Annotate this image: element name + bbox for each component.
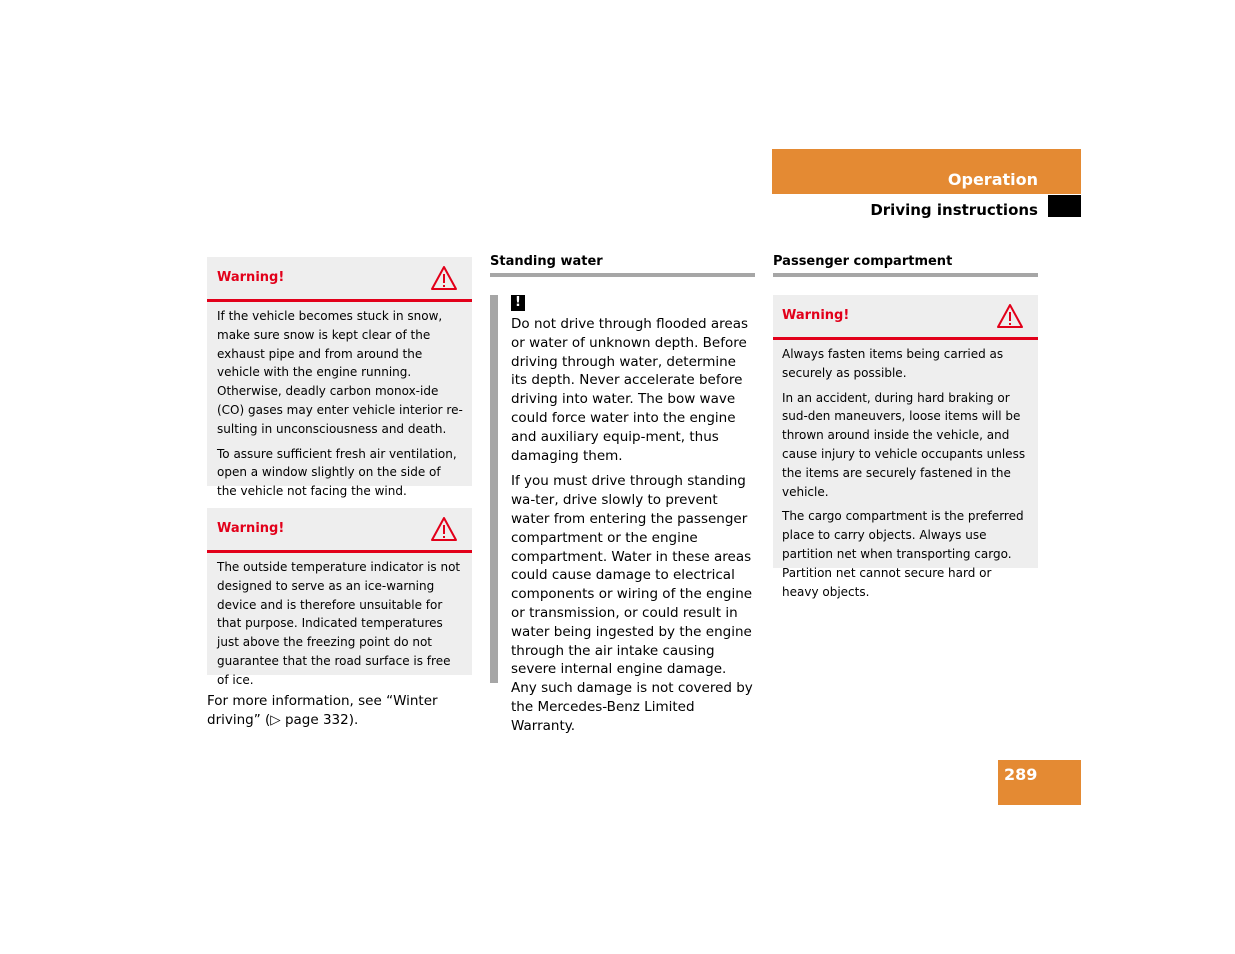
warning-box-snow bbox=[207, 257, 472, 499]
note-paragraph: Do not drive through flooded areas or water of unknown depth. Before driving through water, determine its depth. Never accelerate before driving into water. The bow wave could force water into the engine and auxiliary equip-ment, thus damaging them. bbox=[511, 316, 749, 464]
warning-triangle-icon bbox=[430, 265, 458, 291]
subsection-title: Driving instructions bbox=[870, 201, 1038, 219]
page-number: 289 bbox=[1004, 765, 1038, 784]
standing-water-heading: Standing water bbox=[490, 254, 755, 277]
warning-title: Warning! bbox=[217, 270, 285, 285]
note-content bbox=[511, 295, 755, 743]
warning-paragraph: In an accident, during hard braking or sud-den maneuvers, loose items will be thrown around inside the vehicle, and cause injury to vehicle occupants unless the items are securely fastened in the vehicle. bbox=[782, 390, 1026, 499]
note-side-bar bbox=[490, 295, 498, 683]
warning-triangle-icon bbox=[430, 516, 458, 542]
warning-header bbox=[207, 257, 472, 302]
warning-paragraph: Always fasten items being carried as securely as possible. bbox=[782, 347, 1004, 380]
warning-body bbox=[773, 340, 1038, 615]
cross-reference-text: For more information, see “Winter driving” (▷ page 332). bbox=[207, 693, 438, 728]
warning-paragraph: The cargo compartment is the preferred place to carry objects. Always use partition net when transporting cargo. Partition net cannot secure hard or heavy objects. bbox=[782, 509, 1024, 599]
warning-paragraph: To assure sufficient fresh air ventilation, open a window slightly on the side of the vehicle not facing the wind. bbox=[217, 446, 457, 499]
warning-title: Warning! bbox=[217, 521, 285, 536]
warning-triangle-icon bbox=[996, 303, 1024, 329]
page-number-box bbox=[998, 760, 1081, 805]
warning-body bbox=[207, 302, 472, 515]
warning-box-cargo bbox=[773, 295, 1038, 599]
warning-body bbox=[207, 553, 472, 704]
warning-paragraph: If the vehicle becomes stuck in snow, make sure snow is kept clear of the exhaust pipe and from around the vehicle with the engine running. Otherwise, deadly carbon monox-ide (CO) gases may enter vehicle interior re-sulting in unconsciousness and death. bbox=[217, 309, 463, 436]
note-paragraph: If you must drive through standing wa-ter, drive slowly to prevent water from entering the passenger compartment or the engine compartment. Water in these areas could cause damage to electrical components or wiring of the engine or transmission, or could result in water being ingested by the engine through the air intake causing severe internal engine damage. Any such damage is not covered by the Mercedes-Benz Limited Warranty. bbox=[511, 473, 753, 734]
caution-note bbox=[490, 295, 755, 734]
chapter-tab-marker bbox=[1048, 195, 1081, 217]
section-title: Operation bbox=[947, 170, 1038, 189]
warning-paragraph: The outside temperature indicator is not designed to serve as an ice-warning device and is therefore unsuitable for that purpose. Indicated temperatures just above the freezing point do not guarantee that the road surface is free of ice. bbox=[217, 560, 461, 687]
warning-header bbox=[773, 295, 1038, 340]
warning-title: Warning! bbox=[782, 308, 850, 323]
warning-box-temperature bbox=[207, 508, 472, 687]
exclamation-icon: ! bbox=[511, 295, 525, 311]
warning-header bbox=[207, 508, 472, 553]
passenger-compartment-heading: Passenger compartment bbox=[773, 254, 1038, 277]
